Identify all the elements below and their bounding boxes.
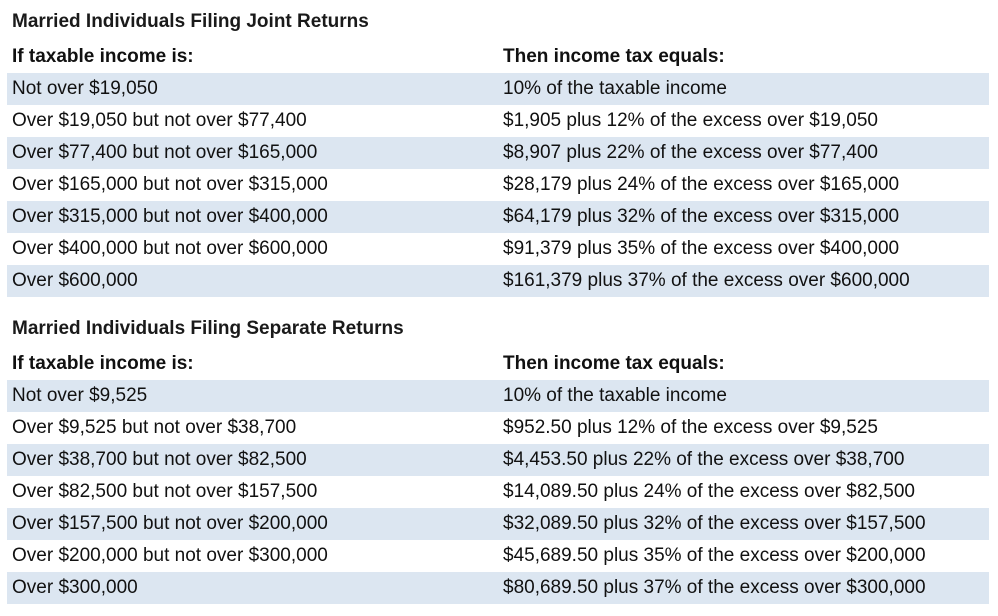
- table-row: [7, 201, 989, 233]
- tax-cell: $45,689.50 plus 35% of the excess over $200,000: [503, 545, 926, 566]
- tax-cell: $28,179 plus 24% of the excess over $165,000: [503, 174, 900, 195]
- header-income: If taxable income is:: [12, 46, 194, 67]
- header-income: If taxable income is:: [12, 353, 194, 374]
- tax-cell: 10% of the taxable income: [503, 78, 727, 99]
- table-row: [7, 265, 989, 297]
- income-cell: Not over $19,050: [12, 78, 158, 99]
- income-cell: Over $300,000: [12, 577, 138, 598]
- table-row: [7, 540, 989, 572]
- income-cell: Over $82,500 but not over $157,500: [12, 481, 318, 502]
- tax-cell: 10% of the taxable income: [503, 385, 727, 406]
- table-header-row: [7, 41, 989, 73]
- income-cell: Over $77,400 but not over $165,000: [12, 142, 318, 163]
- table-row: [7, 137, 989, 169]
- tax-table-joint: [7, 41, 989, 297]
- table-row: [7, 444, 989, 476]
- table-header-row: [7, 348, 989, 380]
- table-row: [7, 412, 989, 444]
- income-cell: Over $9,525 but not over $38,700: [12, 417, 297, 438]
- tax-cell: $64,179 plus 32% of the excess over $315,000: [503, 206, 900, 227]
- table-row: [7, 572, 989, 604]
- tax-cell: $161,379 plus 37% of the excess over $600,000: [503, 270, 910, 291]
- income-cell: Over $157,500 but not over $200,000: [12, 513, 328, 534]
- income-cell: Over $38,700 but not over $82,500: [12, 449, 307, 470]
- section-title-separate: Married Individuals Filing Separate Returns: [12, 318, 404, 339]
- tax-cell: $8,907 plus 22% of the excess over $77,400: [503, 142, 878, 163]
- tax-cell: $4,453.50 plus 22% of the excess over $38,700: [503, 449, 905, 470]
- tax-cell: $14,089.50 plus 24% of the excess over $82,500: [503, 481, 915, 502]
- tax-cell: $1,905 plus 12% of the excess over $19,050: [503, 110, 878, 131]
- table-row: [7, 476, 989, 508]
- table-row: [7, 380, 989, 412]
- header-tax: Then income tax equals:: [503, 353, 725, 374]
- income-cell: Over $600,000: [12, 270, 138, 291]
- header-tax: Then income tax equals:: [503, 46, 725, 67]
- income-cell: Over $165,000 but not over $315,000: [12, 174, 328, 195]
- income-cell: Over $19,050 but not over $77,400: [12, 110, 307, 131]
- table-row: [7, 233, 989, 265]
- tax-cell: $32,089.50 plus 32% of the excess over $157,500: [503, 513, 926, 534]
- table-row: [7, 169, 989, 201]
- table-row: [7, 508, 989, 540]
- table-row: [7, 105, 989, 137]
- tax-cell: $91,379 plus 35% of the excess over $400,000: [503, 238, 900, 259]
- tax-cell: $952.50 plus 12% of the excess over $9,525: [503, 417, 878, 438]
- income-cell: Over $400,000 but not over $600,000: [12, 238, 328, 259]
- income-cell: Not over $9,525: [12, 385, 148, 406]
- income-cell: Over $200,000 but not over $300,000: [12, 545, 328, 566]
- tax-table-separate: [7, 348, 989, 604]
- table-row: [7, 73, 989, 105]
- tax-cell: $80,689.50 plus 37% of the excess over $300,000: [503, 577, 926, 598]
- section-title-joint: Married Individuals Filing Joint Returns: [12, 11, 369, 32]
- income-cell: Over $315,000 but not over $400,000: [12, 206, 328, 227]
